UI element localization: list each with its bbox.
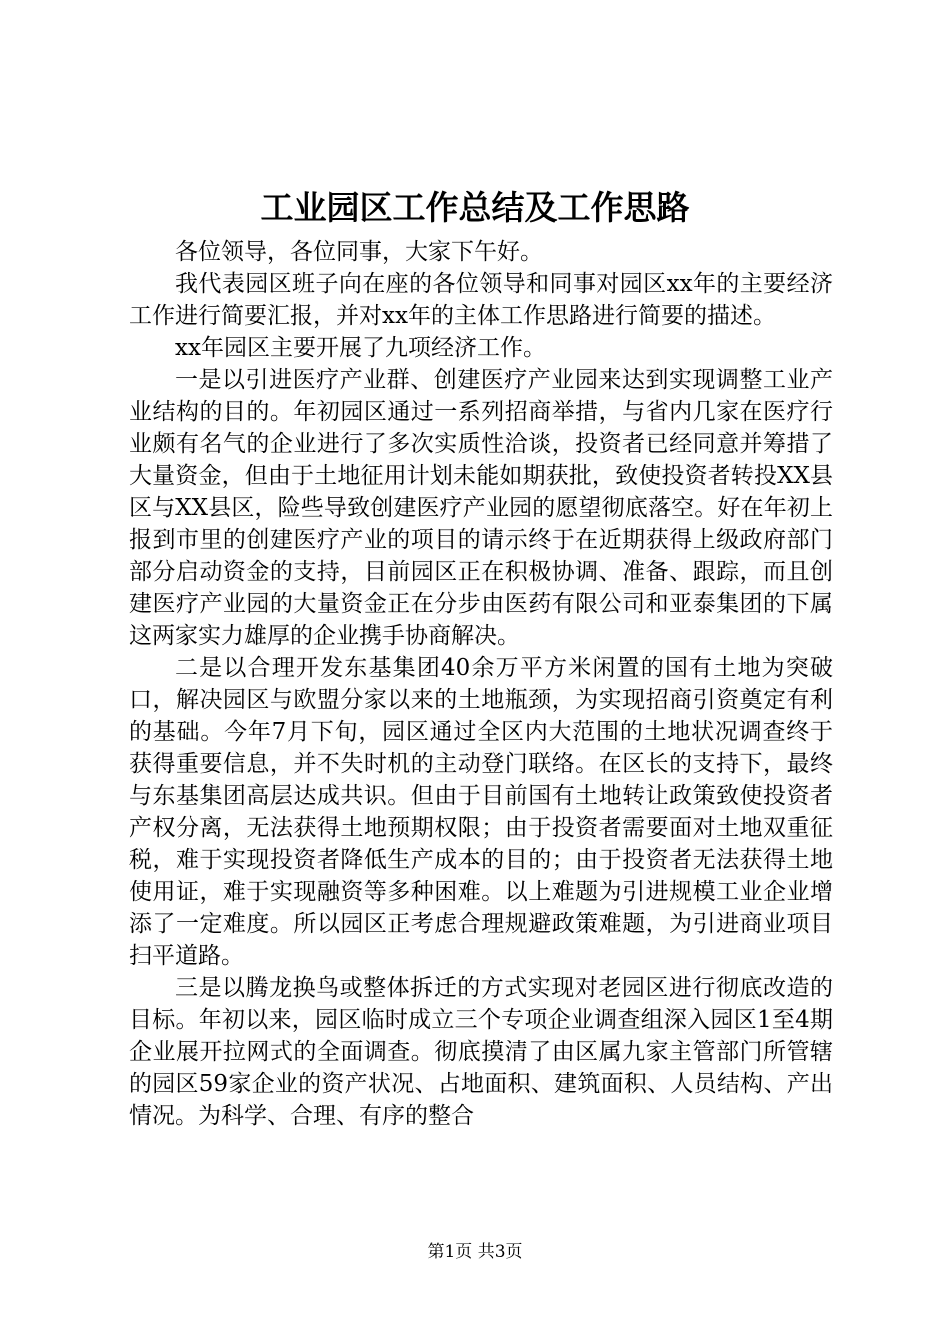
paragraph-intro: 我代表园区班子向在座的各位领导和同事对园区xx年的主要经济工作进行简要汇报，并对xx年的主体工作思路进行简要的描述。 — [129, 271, 833, 329]
document-body — [129, 236, 833, 1132]
paragraph-greeting: 各位领导，各位同事，大家下午好。 — [175, 239, 543, 265]
paragraph-item-1: 一是以引进医疗产业群、创建医疗产业园来达到实现调整工业产业结构的目的。年初园区通过一系列招商举措，与省内几家在医疗行业颇有名气的企业进行了多次实质性洽谈，投资者已经同意并筹措了大量资金，但由于土地征用计划未能如期获批，致使投资者转投XX县区与XX县区，险些导致创建医疗产业园的愿望彻底落空。好在年初上报到市里的创建医疗产业的项目的请示终于在近期获得上级政府部门部分启动资金的支持，目前园区正在积极协调、准备、跟踪，而且创建医疗产业园的大量资金正在分步由医药有限公司和亚泰集团的下属这两家实力雄厚的企业携手协商解决。 — [129, 367, 833, 649]
page-number-footer: 第1页 共3页 — [427, 1242, 523, 1262]
paragraph-item-3: 三是以腾龙换鸟或整体拆迁的方式实现对老园区进行彻底改造的目标。年初以来，园区临时成立三个专项企业调查组深入园区1至4期企业展开拉网式的全面调查。彻底摸清了由区属九家主管部门所管辖的园区59家企业的资产状况、占地面积、建筑面积、人员结构、产出情况。为科学、合理、有序的整合 — [129, 975, 833, 1129]
paragraph-item-2: 二是以合理开发东基集团40余万平方米闲置的国有土地为突破口，解决园区与欧盟分家以来的土地瓶颈，为实现招商引资奠定有利的基础。今年7月下旬，园区通过全区内大范围的土地状况调查终于获得重要信息，并不失时机的主动登门联络。在区长的支持下，最终与东基集团高层达成共识。但由于目前国有土地转让政策致使投资者产权分离，无法获得土地预期权限；由于投资者需要面对土地双重征税，难于实现投资者降低生产成本的目的；由于投资者无法获得土地使用证，难于实现融资等多种困难。以上难题为引进规模工业企业增添了一定难度。所以园区正考虑合理规避政策难题，为引进商业项目扫平道路。 — [129, 655, 833, 969]
document-title: 工业园区工作总结及工作思路 — [260, 188, 690, 227]
paragraph-overview: xx年园区主要开展了九项经济工作。 — [175, 335, 546, 361]
